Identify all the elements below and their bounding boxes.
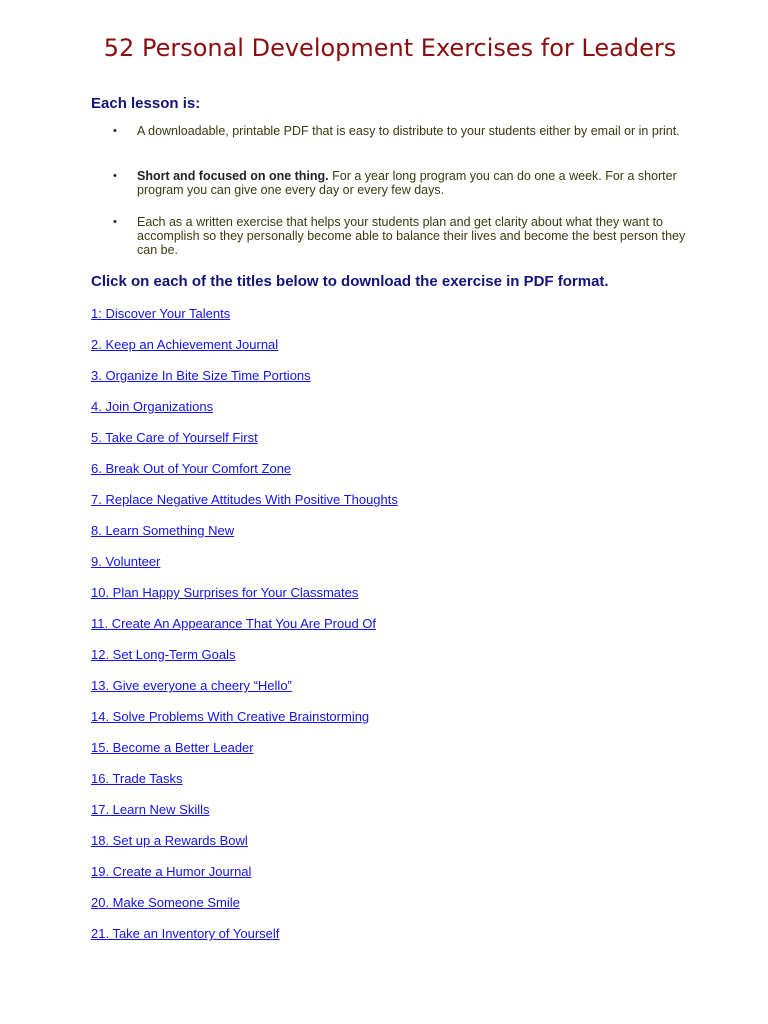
bullet-icon: •: [113, 125, 117, 137]
exercise-link[interactable]: 16. Trade Tasks: [91, 771, 183, 786]
bullet-lead: Short and focused on one thing.: [137, 169, 329, 183]
list-item: [91, 430, 398, 461]
bullet-text: A downloadable, printable PDF that is easy to distribute to your students either by email or in print.: [137, 124, 680, 138]
list-item: [91, 492, 398, 523]
list-item: [91, 399, 398, 430]
bullet-text-container: [137, 215, 687, 257]
exercise-link[interactable]: 20. Make Someone Smile: [91, 895, 240, 910]
list-item: [91, 647, 398, 678]
exercise-link[interactable]: 19. Create a Humor Journal: [91, 864, 252, 879]
list-item: [91, 864, 398, 895]
exercise-link[interactable]: 7. Replace Negative Attitudes With Positive Thoughts: [91, 492, 398, 507]
page-title: 52 Personal Development Exercises for Leaders: [103, 34, 677, 62]
list-item: [91, 461, 398, 492]
lesson-bullet: [91, 215, 691, 257]
list-item: [91, 585, 398, 616]
bullet-text-container: [137, 169, 687, 197]
list-item: [91, 554, 398, 585]
exercise-link[interactable]: 9. Volunteer: [91, 554, 161, 569]
exercise-link[interactable]: 2. Keep an Achievement Journal: [91, 337, 279, 352]
list-item: [91, 771, 398, 802]
exercise-link[interactable]: 12. Set Long-Term Goals: [91, 647, 236, 662]
download-instruction: Click on each of the titles below to download the exercise in PDF format.: [91, 273, 609, 290]
exercise-link[interactable]: 4. Join Organizations: [91, 399, 214, 414]
exercise-link[interactable]: 15. Become a Better Leader: [91, 740, 254, 755]
list-item: [91, 306, 398, 337]
list-item: [91, 802, 398, 833]
exercise-link[interactable]: 3. Organize In Bite Size Time Portions: [91, 368, 311, 383]
exercise-link[interactable]: 10. Plan Happy Surprises for Your Classmates: [91, 585, 359, 600]
exercise-link[interactable]: 18. Set up a Rewards Bowl: [91, 833, 248, 848]
bullet-icon: •: [113, 170, 117, 182]
lesson-bullet: [91, 169, 691, 197]
bullet-text: Each as a written exercise that helps your students plan and get clarity about what they want to accomplish so they personally become able to balance their lives and become the best person they can be.: [137, 215, 686, 257]
bullet-icon: •: [113, 216, 117, 228]
list-item: [91, 523, 398, 554]
list-item: [91, 616, 398, 647]
list-item: [91, 337, 398, 368]
list-item: [91, 895, 398, 926]
list-item: [91, 368, 398, 399]
exercise-link[interactable]: 14. Solve Problems With Creative Brainstorming: [91, 709, 370, 724]
list-item: [91, 678, 398, 709]
exercise-link[interactable]: 17. Learn New Skills: [91, 802, 210, 817]
exercise-link[interactable]: 5. Take Care of Yourself First: [91, 430, 258, 445]
exercise-link[interactable]: 1: Discover Your Talents: [91, 306, 231, 321]
exercise-link[interactable]: 13. Give everyone a cheery “Hello”: [91, 678, 292, 693]
exercise-link[interactable]: 11. Create An Appearance That You Are Proud Of: [91, 616, 377, 631]
exercise-link-list: [91, 306, 398, 957]
lesson-heading: Each lesson is:: [91, 95, 201, 112]
exercise-link[interactable]: 8. Learn Something New: [91, 523, 235, 538]
list-item: [91, 926, 398, 957]
lesson-bullet: [91, 124, 691, 138]
list-item: [91, 833, 398, 864]
bullet-text-container: [137, 124, 687, 138]
list-item: [91, 709, 398, 740]
list-item: [91, 740, 398, 771]
exercise-link[interactable]: 21. Take an Inventory of Yourself: [91, 926, 280, 941]
exercise-link[interactable]: 6. Break Out of Your Comfort Zone: [91, 461, 292, 476]
bullet-text: For a year long program you can do one a week. For a shorter program you can give one every day or every few days.: [137, 169, 677, 197]
